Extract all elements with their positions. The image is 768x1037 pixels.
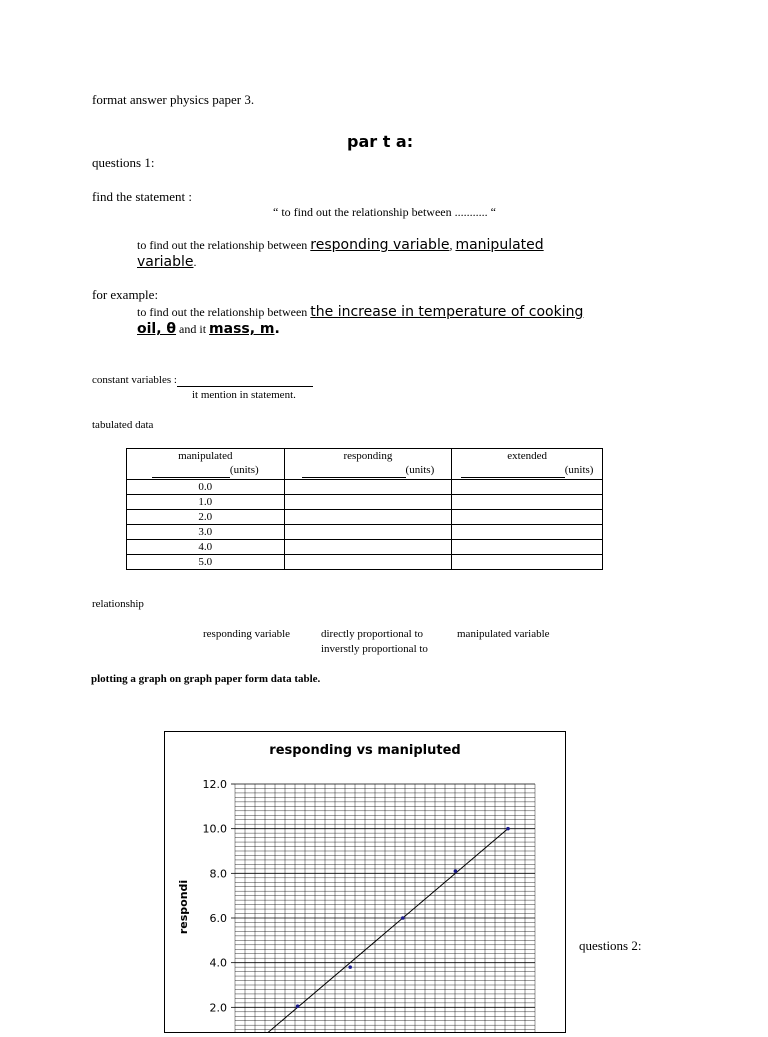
chart-title: responding vs manipluted [269,743,461,758]
chart-y-tick-label: 8.0 [209,867,227,881]
chart-point [348,965,352,969]
table-row [127,540,603,555]
units-blank [152,463,230,478]
for-example: for example: [92,287,159,302]
table-cell: 3.0 [127,525,285,540]
example-prefix: to find out the relationship between [137,305,308,319]
chart-y-tick-label: 4.0 [209,956,227,970]
relationship-mid-1: directly proportional to [321,628,424,640]
constant-variables-blank [177,374,313,387]
table-cell [452,480,603,495]
table-cell: 1.0 [127,495,285,510]
table-caption: tabulated data [92,419,154,431]
question-2-label: questions 2: [579,938,642,953]
plotting-instruction: plotting a graph on graph paper form data table. [91,673,321,685]
find-statement: find the statement : [92,189,193,204]
manipulated-variable-line1: manipulated [455,237,544,253]
table-row [127,495,603,510]
header-manipulated-label: manipulated [178,450,233,462]
table-cell: 2.0 [127,510,285,525]
chart-y-tick-label: 2.0 [209,1001,227,1015]
table-cell [284,540,452,555]
example-statement-line2 [137,320,280,338]
units-blank [461,463,565,478]
header-extended [452,449,603,480]
chart-y-label: respondi [177,879,190,935]
table-row [127,510,603,525]
relationship-statement [137,236,657,254]
header-responding-label: responding [343,450,393,462]
table-cell [452,555,603,570]
chart-point [506,827,510,831]
table-row [127,555,603,570]
period: . [193,255,197,269]
header-responding [284,449,452,480]
relationship-prefix: to find out the relationship between [137,238,308,252]
table-cell [452,495,603,510]
table-row [127,525,603,540]
table-cell: 0.0 [127,480,285,495]
chart-y-tick-label: 10.0 [202,822,227,836]
example-responding-line2: oil, θ [137,321,177,337]
example-statement [137,303,677,321]
table-cell [284,555,452,570]
relationship-right: manipulated variable [457,628,550,640]
chart-y-tick-label: 6.0 [209,912,227,925]
chart-point [296,1004,300,1008]
comma: , [449,238,453,252]
chart-trendline [245,829,508,1032]
responding-variable: responding variable [310,237,450,253]
table-cell [284,510,452,525]
header-manipulated-units: (units) [229,464,259,476]
header-manipulated [127,449,285,480]
relationship-statement-line2 [137,253,196,271]
units-blank [302,463,406,478]
constant-variables-label: constant variables : [92,374,177,386]
chart-svg [165,732,565,1032]
table-cell [452,510,603,525]
table-cell [452,540,603,555]
question-1-label: questions 1: [92,155,155,170]
relationship-left: responding variable [203,628,291,640]
graph-chart [164,731,566,1033]
table-cell: 4.0 [127,540,285,555]
chart-y-tick-label: 12.0 [202,778,227,791]
table-row [127,480,603,495]
it-mention: it mention in statement. [192,389,296,401]
chart-point [401,916,405,920]
example-manipulated: mass, m [209,321,275,337]
table-cell [284,525,452,540]
data-table [126,448,603,570]
part-title: par t a: [347,132,414,151]
table-cell [452,525,603,540]
chart-point [454,869,458,873]
relationship-label: relationship [92,598,144,610]
format-title: format answer physics paper 3. [92,92,255,107]
table-header-row [127,449,603,480]
example-period: . [274,321,280,337]
example-responding-line1: the increase in temperature of cooking [310,304,584,320]
relationship-mid-2: inverstly proportional to [321,643,428,655]
header-responding-units: (units) [405,464,435,476]
header-extended-label: extended [507,450,547,462]
constant-variables [92,374,313,387]
manipulated-variable-line2: variable [137,254,194,270]
table-cell: 5.0 [127,555,285,570]
table-cell [284,480,452,495]
and-it: and it [179,322,207,336]
table-cell [284,495,452,510]
header-extended-units: (units) [564,464,594,476]
statement-template: “ to find out the relationship between ........... “ [273,205,496,219]
